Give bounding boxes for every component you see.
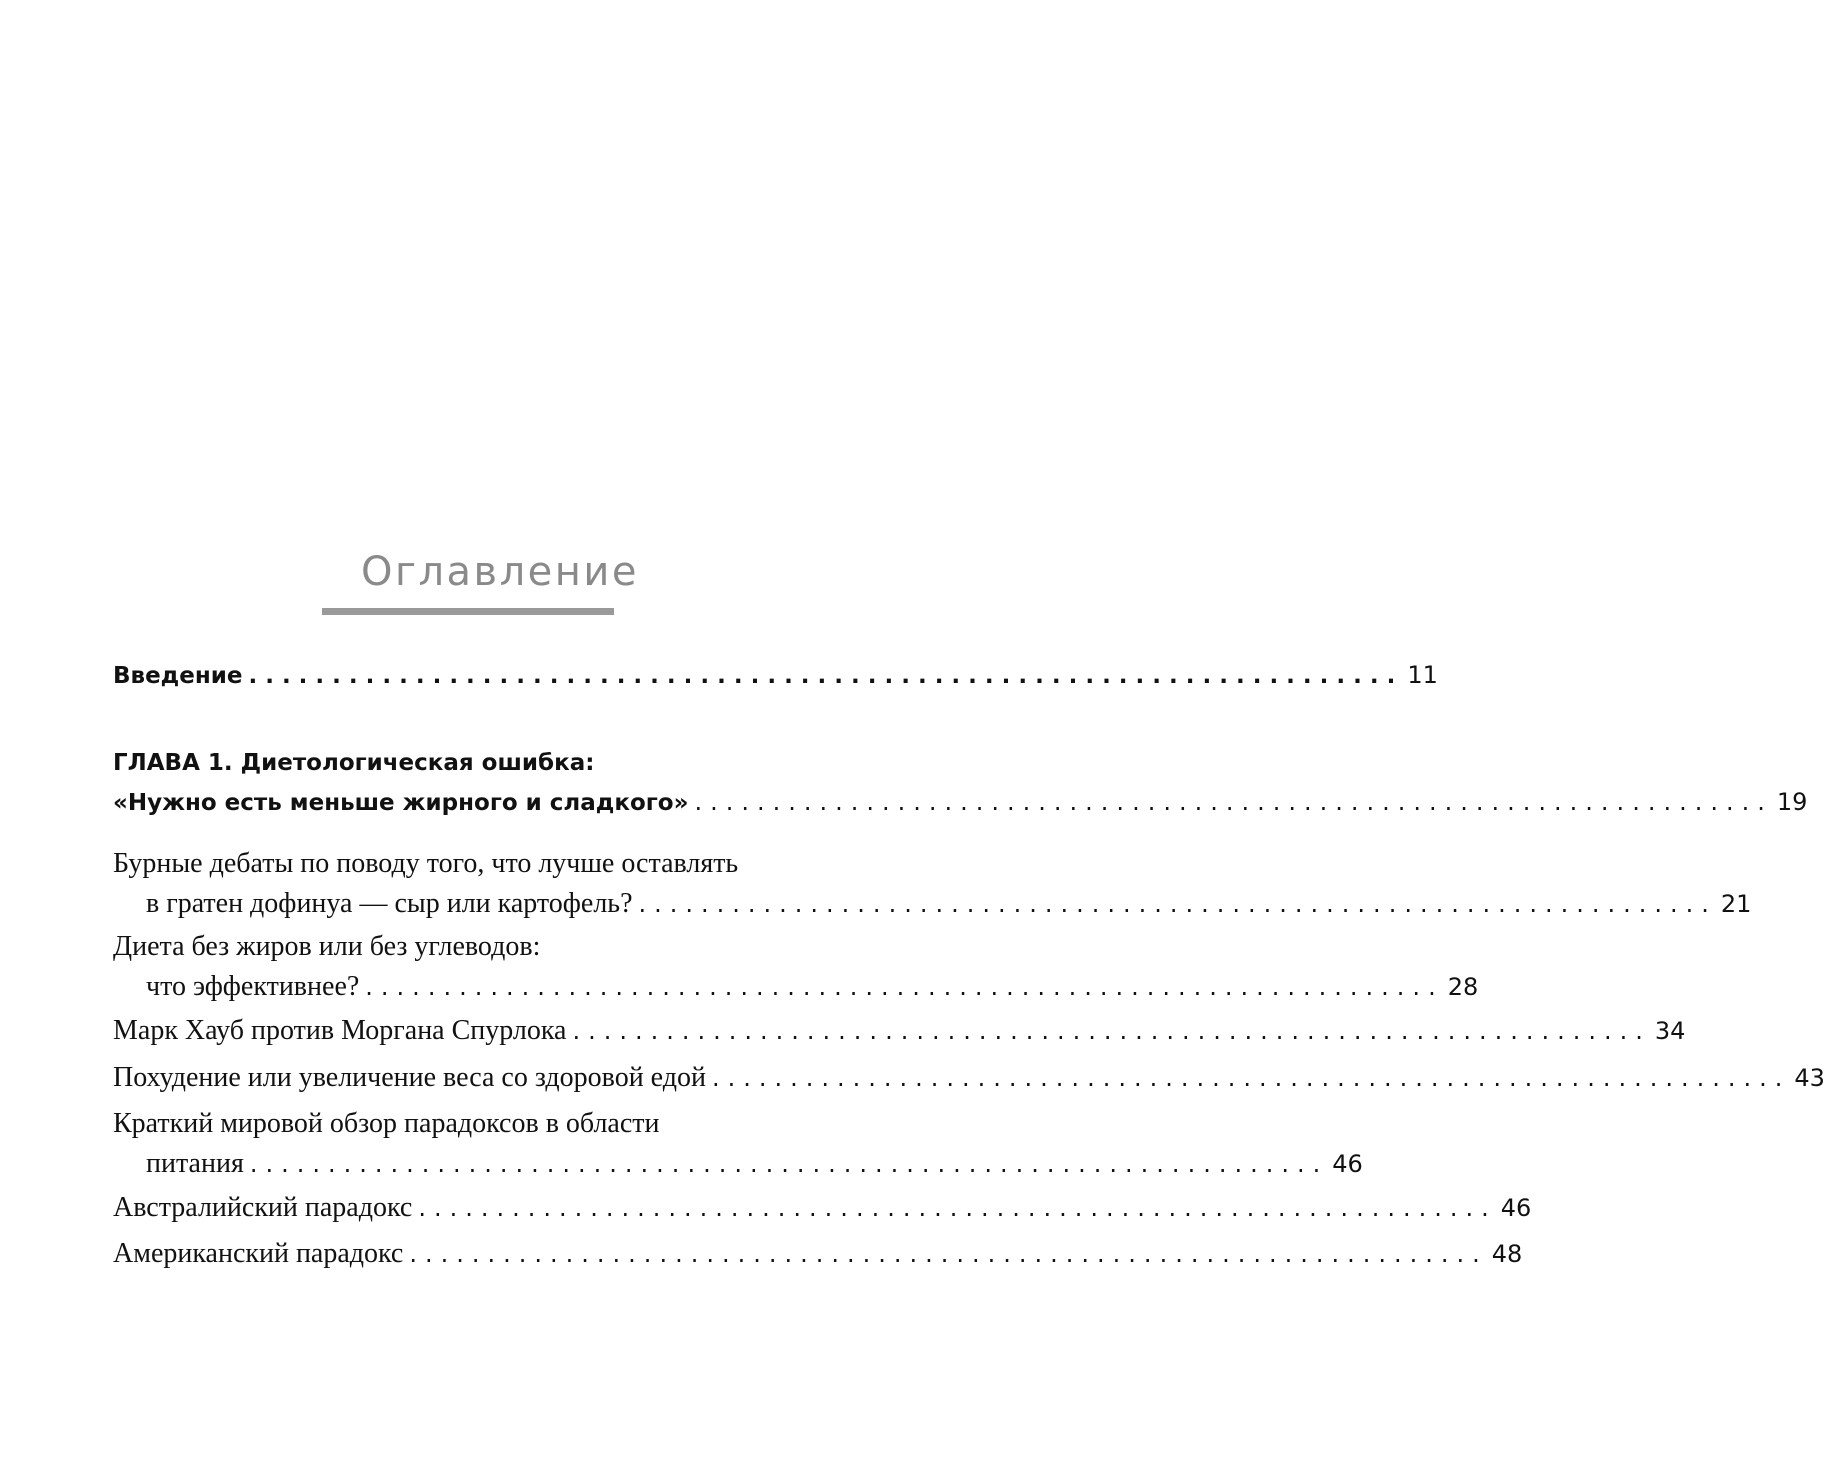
toc-page-number: 28	[1447, 973, 1479, 1001]
toc-page-number: 46	[1332, 1150, 1363, 1178]
dot-leader: .....................................................................	[638, 890, 1717, 918]
toc-section-5-line1[interactable]: Краткий мировой обзор парадоксов в области	[113, 1108, 660, 1139]
dot-leader: .....................................................................	[418, 1194, 1497, 1222]
dot-leader: .....................................................................	[694, 788, 1773, 816]
toc-chapter-1-subtitle-row[interactable]	[113, 788, 1808, 828]
toc-page-number: 21	[1720, 890, 1752, 918]
toc-section-7-row[interactable]	[113, 1238, 1523, 1278]
toc-section-4-row[interactable]	[113, 1062, 1825, 1102]
dot-leader: .....................................................................	[409, 1240, 1488, 1268]
toc-page-number: 48	[1491, 1240, 1523, 1268]
toc-section-4-label: Похудение или увеличение веса со здоровой едой	[113, 1062, 706, 1093]
dot-leader: .....................................................................	[248, 663, 1404, 689]
toc-page-number: 11	[1407, 661, 1438, 689]
toc-section-5-row[interactable]	[113, 1148, 1363, 1188]
toc-page-number: 43	[1794, 1064, 1825, 1092]
dot-leader: .....................................................................	[711, 1064, 1791, 1092]
toc-section-7-label: Американский парадокс	[113, 1238, 404, 1269]
toc-section-2-line1[interactable]: Диета без жиров или без углеводов:	[113, 931, 541, 962]
toc-entry-label: Введение	[113, 663, 243, 689]
dot-leader: .....................................................................	[249, 1150, 1329, 1178]
toc-page-number: 34	[1654, 1017, 1686, 1045]
page-title: Оглавление	[360, 549, 640, 595]
toc-section-6-label: Австралийский парадокс	[113, 1192, 413, 1223]
toc-chapter-1-title[interactable]: ГЛАВА 1. Диетологическая ошибка:	[113, 750, 595, 776]
toc-page-number: 19	[1776, 788, 1808, 816]
toc-section-5-line2: питания	[146, 1148, 244, 1179]
toc-section-6-row[interactable]	[113, 1192, 1532, 1232]
toc-section-1-row[interactable]	[113, 888, 1752, 928]
table-of-contents	[113, 0, 1825, 1468]
toc-section-1-line2: в гратен дофинуа — сыр или картофель?	[146, 888, 633, 919]
toc-page-number: 46	[1500, 1194, 1532, 1222]
toc-section-1-line1[interactable]: Бурные дебаты по поводу того, что лучше оставлять	[113, 848, 739, 879]
toc-section-2-line2: что эффективнее?	[146, 971, 360, 1002]
dot-leader: .....................................................................	[572, 1017, 1651, 1045]
toc-section-3-row[interactable]	[113, 1015, 1686, 1055]
toc-entry-intro[interactable]	[113, 661, 1438, 701]
toc-chapter-1-subtitle: «Нужно есть меньше жирного и сладкого»	[113, 790, 689, 816]
toc-section-2-row[interactable]	[113, 971, 1479, 1011]
dot-leader: .....................................................................	[365, 973, 1444, 1001]
toc-section-3-label: Марк Хауб против Моргана Спурлока	[113, 1015, 567, 1046]
